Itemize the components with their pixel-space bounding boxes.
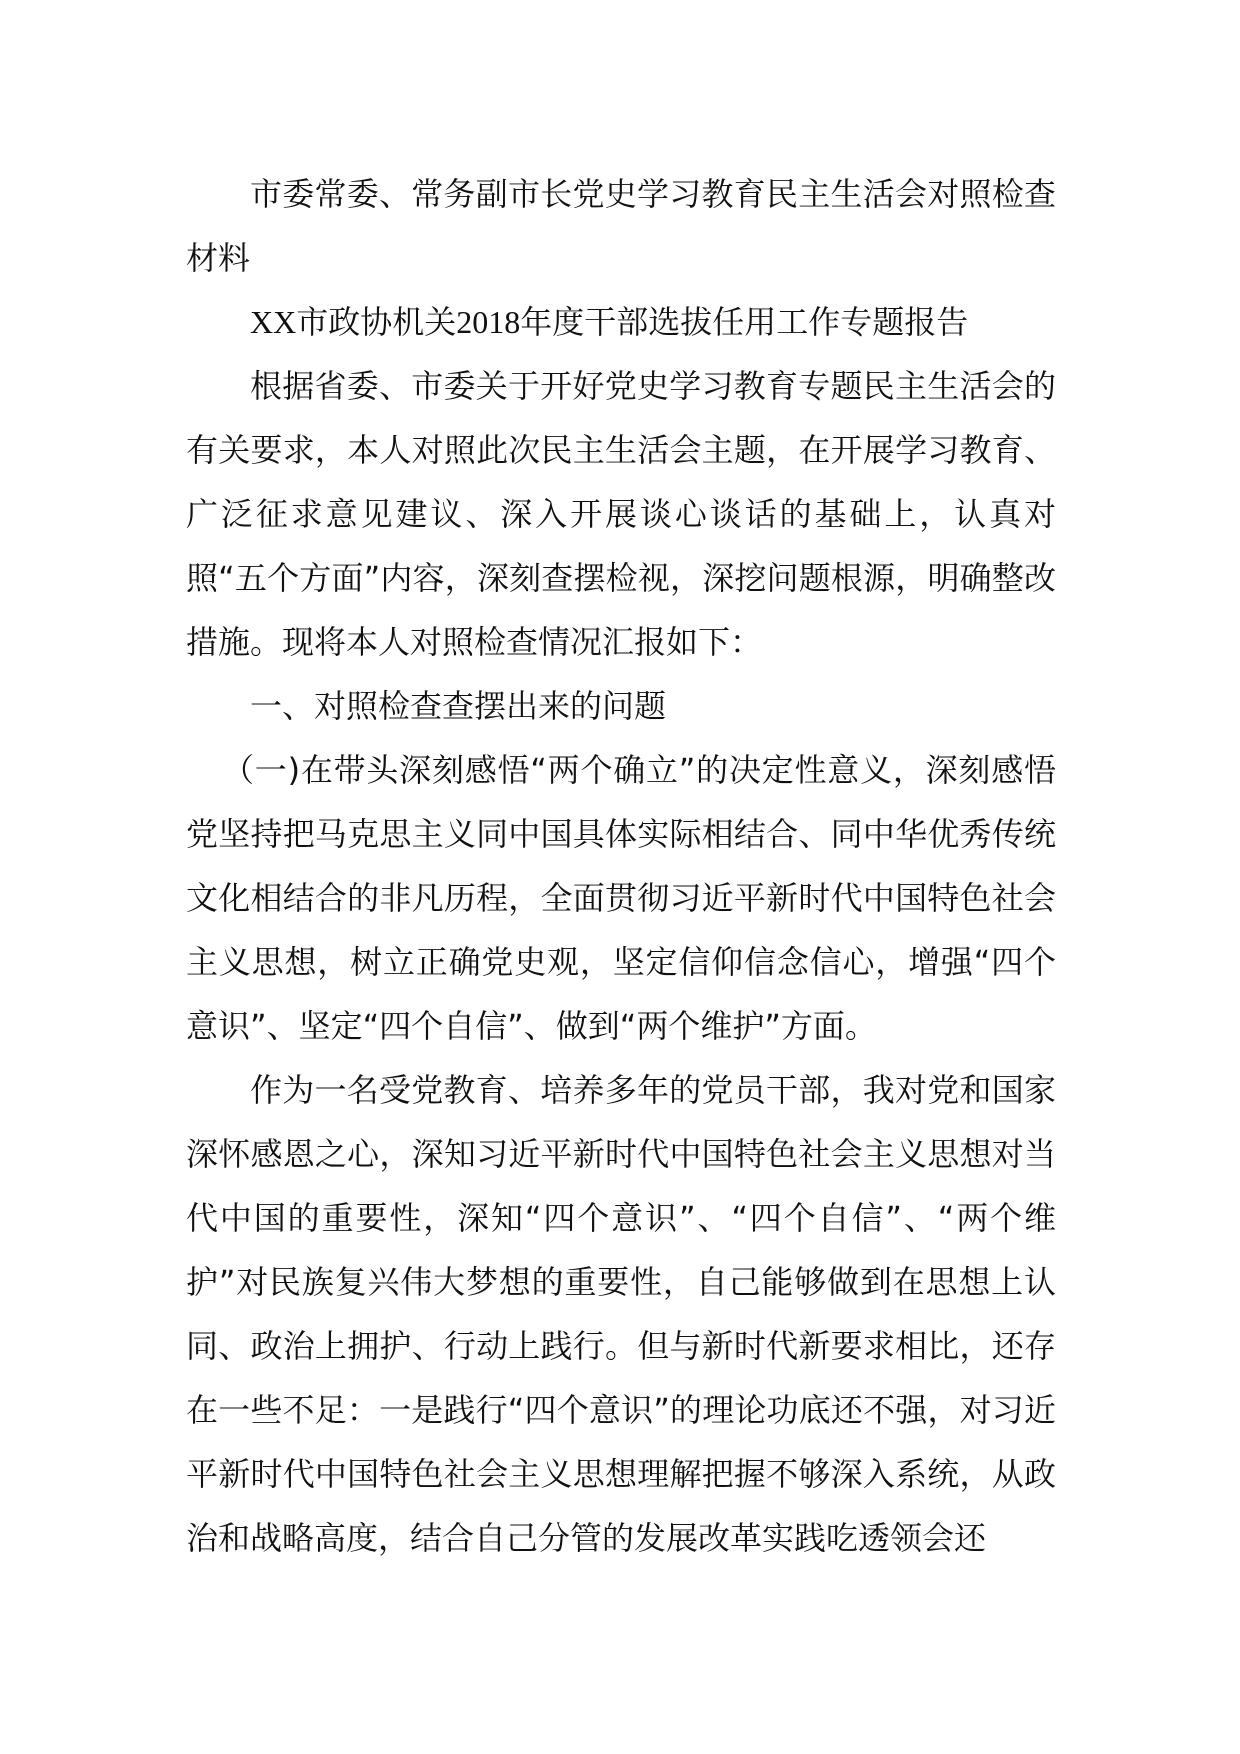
document-title: 市委常委、常务副市长党史学习教育民主生活会对照检查材料 (186, 175, 1056, 277)
section-heading: 一、对照检查查摆出来的问题 (250, 687, 667, 725)
document-subtitle: XX市政协机关2018年度干部选拔任用工作专题报告 (250, 304, 969, 340)
document-body (186, 162, 1056, 1570)
intro-paragraph: 根据省委、市委关于开好党史学习教育专题民主生活会的有关要求，本人对照此次民主生活会主题，在开展学习教育、广泛征求意见建议、深入开展谈心谈话的基础上，认真对照“五个方面”内容，深刻查摆检视，深挖问题根源，明确整改措施。现将本人对照检查情况汇报如下： (186, 367, 1056, 661)
body-paragraph: 作为一名受党教育、培养多年的党员干部，我对党和国家深怀感恩之心，深知习近平新时代中国特色社会主义思想对当代中国的重要性，深知“四个意识”、“四个自信”、“两个维护”对民族复兴伟大梦想的重要性，自己能够做到在思想上认同、政治上拥护、行动上践行。但与新时代新要求相比，还存在一些不足：一是践行“四个意识”的理论功底还不强，对习近平新时代中国特色社会主义思想理解把握不够深入系统，从政治和战略高度，结合自己分管的发展改革实践吃透领会还 (186, 1071, 1056, 1557)
subsection-heading: （一)在带头深刻感悟“两个确立”的决定性意义，深刻感悟党坚持把马克思主义同中国具体实际相结合、同中华优秀传统文化相结合的非凡历程，全面贯彻习近平新时代中国特色社会主义思想，树立正确党史观，坚定信仰信念信心，增强“四个意识”、坚定“四个自信”、做到“两个维护”方面。 (186, 751, 1056, 1045)
